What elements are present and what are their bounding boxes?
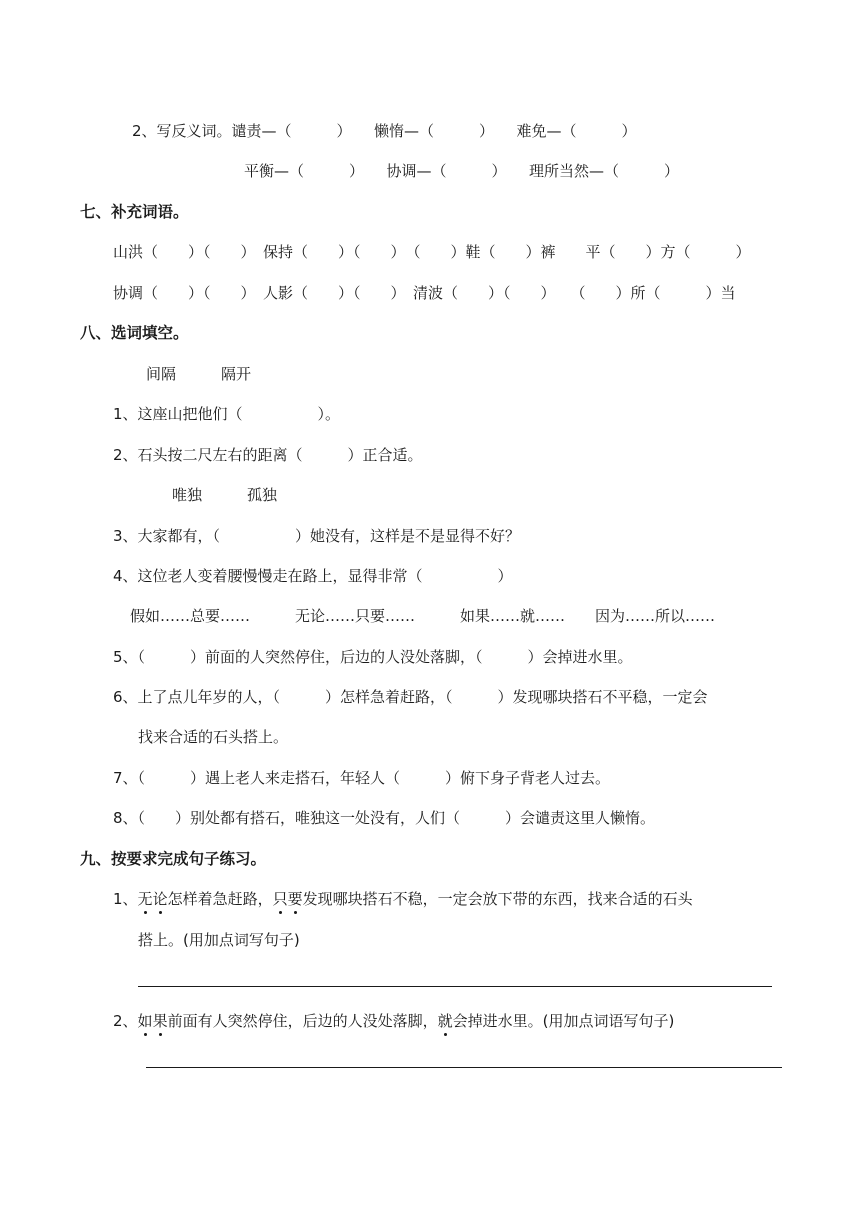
question-5: 5、（ ）前面的人突然停住，后边的人没处落脚，（ ）会掉进水里。 [113,648,633,666]
word-choices-2: 唯独 孤独 [172,486,278,504]
emphasis-char: 就 [437,1012,453,1030]
question-8: 8、（ ）别处都有搭石，唯独这一处没有，人们（ ）会谴责这里人懒惰。 [113,809,656,827]
emphasis-char: 要 [287,890,303,908]
question-6: 6、上了点儿年岁的人，（ ）怎样急着赶路，（ ）发现哪块搭石不平稳，一定会 [113,688,708,706]
emphasis-char: 如 [137,1012,153,1030]
question-1: 1、这座山把他们（ ）。 [113,405,341,423]
sentence-2-number: 2、 [113,1012,138,1030]
emphasis-char: 果 [152,1012,168,1030]
fill-words-line-2: 协调（ ）（ ） 人影（ ）（ ） 清波（ ）（ ） （ ）所（ ）当 [113,284,736,302]
question-2: 2、石头按二尺左右的距离（ ）正合适。 [113,446,423,464]
answer-line-1[interactable] [138,986,772,987]
question-6-cont: 找来合适的石头搭上。 [138,728,289,746]
answer-line-2[interactable] [146,1067,782,1068]
section-9-heading: 九、按要求完成句子练习。 [80,850,267,868]
emphasis-char: 无 [137,890,153,908]
question-4: 4、这位老人变着腰慢慢走在路上，显得非常（ ） [113,567,513,585]
fill-words-line-1: 山洪（ ）（ ） 保持（ ）（ ） （ ）鞋（ ）裤 平（ ）方（ ） [113,243,751,261]
sentence-1-cont: 搭上。(用加点词写句子) [138,931,300,949]
section-8-heading: 八、选词填空。 [80,324,189,342]
sentence-1: 1、无论怎样着急赶路，只要发现哪块搭石不稳，一定会放下带的东西，找来合适的石头 [113,890,693,908]
question-7: 7、（ ）遇上老人来走搭石，年轻人（ ）俯下身子背老人过去。 [113,769,611,787]
word-choices-1: 间隔 隔开 [146,365,252,383]
antonym-line-1: 2、写反义词。谴责—（ ） 懒惰—（ ） 难免—（ ） [132,122,637,140]
question-3: 3、大家都有，（ ）她没有，这样是不是显得不好？ [113,527,521,545]
sentence-2: 2、如果前面有人突然停住，后边的人没处落脚，就会掉进水里。(用加点词语写句子) [113,1012,675,1030]
sentence-1-number: 1、 [113,890,138,908]
section-7-heading: 七、补充词语。 [80,203,189,221]
antonym-line-2: 平衡—（ ） 协调—（ ） 理所当然—（ ） [244,162,680,180]
word-choices-3: 假如……总要…… 无论……只要…… 如果……就…… 因为……所以…… [130,607,716,625]
emphasis-char: 只 [272,890,288,908]
emphasis-char: 论 [152,890,168,908]
